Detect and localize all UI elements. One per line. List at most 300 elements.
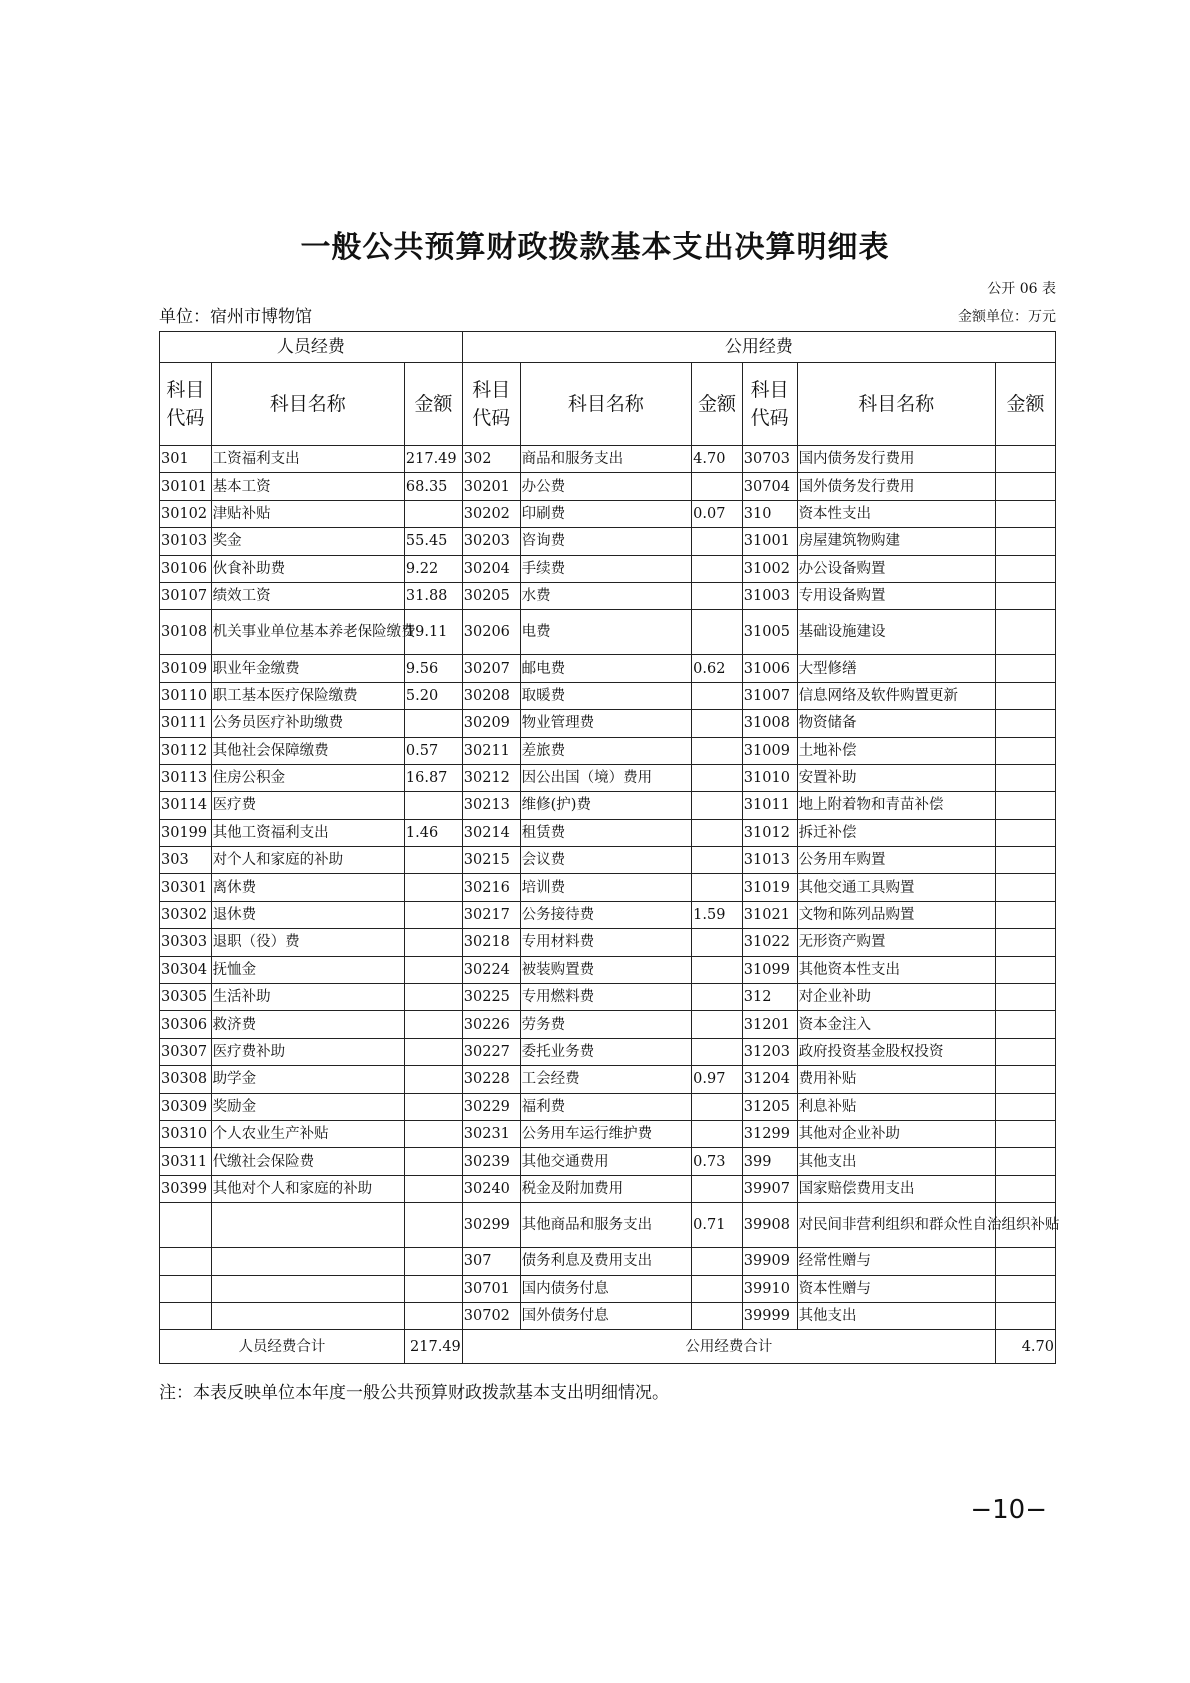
- page-number: −10−: [970, 1495, 1047, 1525]
- personnel-name-cell: 救济费: [211, 1011, 404, 1038]
- public-name-cell: 商品和服务支出: [520, 446, 692, 473]
- public2-name-cell: 国外债务发行费用: [797, 473, 995, 500]
- personnel-code-cell: 30109: [160, 655, 212, 682]
- personnel-code-cell: [160, 1275, 212, 1302]
- personnel-code-cell: [160, 1248, 212, 1275]
- personnel-name-cell: 基本工资: [211, 473, 404, 500]
- personnel-code-cell: 30103: [160, 528, 212, 555]
- personnel-name-cell: 医疗费: [211, 792, 404, 819]
- table-row: [160, 956, 1056, 983]
- amount-header: 金额: [995, 363, 1055, 446]
- public-amount-cell: [692, 737, 743, 764]
- public-amount-cell: [692, 792, 743, 819]
- public2-amount-cell: [995, 610, 1055, 655]
- public-amount-cell: [692, 1302, 743, 1329]
- public2-code-cell: 30703: [742, 446, 797, 473]
- personnel-code-cell: 303: [160, 847, 212, 874]
- table-row: [160, 764, 1056, 791]
- personnel-name-cell: 职业年金缴费: [211, 655, 404, 682]
- code-header: 科目代码: [160, 363, 212, 446]
- public-name-cell: 劳务费: [520, 1011, 692, 1038]
- personnel-code-cell: 30113: [160, 764, 212, 791]
- public-code-cell: 30215: [462, 847, 520, 874]
- unit-row: [159, 302, 1056, 326]
- personnel-amount-cell: [404, 500, 462, 527]
- personnel-amount-cell: [404, 1302, 462, 1329]
- personnel-amount-cell: 217.49: [404, 446, 462, 473]
- personnel-code-cell: 30310: [160, 1120, 212, 1147]
- public2-code-cell: 31013: [742, 847, 797, 874]
- personnel-name-cell: 生活补助: [211, 984, 404, 1011]
- public-code-cell: 30225: [462, 984, 520, 1011]
- table-row: [160, 500, 1056, 527]
- public-code-cell: 30201: [462, 473, 520, 500]
- personnel-code-cell: 30303: [160, 929, 212, 956]
- public-amount-cell: 0.73: [692, 1148, 743, 1175]
- public2-name-cell: 安置补助: [797, 764, 995, 791]
- public-amount-cell: [692, 528, 743, 555]
- public-name-cell: 因公出国（境）费用: [520, 764, 692, 791]
- table-row: [160, 874, 1056, 901]
- public-code-cell: 30229: [462, 1093, 520, 1120]
- public2-name-cell: 政府投资基金股权投资: [797, 1038, 995, 1065]
- public-name-cell: 福利费: [520, 1093, 692, 1120]
- public2-code-cell: 31299: [742, 1120, 797, 1147]
- public2-name-cell: 基础设施建设: [797, 610, 995, 655]
- public2-amount-cell: [995, 473, 1055, 500]
- public-code-cell: 30212: [462, 764, 520, 791]
- public2-amount-cell: [995, 1120, 1055, 1147]
- personnel-code-cell: 301: [160, 446, 212, 473]
- public-total-label: 公用经费合计: [462, 1330, 995, 1364]
- public2-code-cell: 31205: [742, 1093, 797, 1120]
- public-name-cell: 公务接待费: [520, 901, 692, 928]
- totals-row: [160, 1330, 1056, 1364]
- public-code-cell: 30239: [462, 1148, 520, 1175]
- personnel-name-cell: 奖励金: [211, 1093, 404, 1120]
- table-row: [160, 710, 1056, 737]
- personnel-code-cell: 30399: [160, 1175, 212, 1202]
- public2-name-cell: 经常性赠与: [797, 1248, 995, 1275]
- personnel-code-cell: 30307: [160, 1038, 212, 1065]
- table-row: [160, 473, 1056, 500]
- public-code-cell: 30227: [462, 1038, 520, 1065]
- public2-amount-cell: [995, 1011, 1055, 1038]
- public2-amount-cell: [995, 555, 1055, 582]
- personnel-name-cell: 其他社会保障缴费: [211, 737, 404, 764]
- public2-code-cell: 39909: [742, 1248, 797, 1275]
- personnel-name-cell: 离休费: [211, 874, 404, 901]
- public-name-cell: 专用材料费: [520, 929, 692, 956]
- footnote: 注：本表反映单位本年度一般公共预算财政拨款基本支出明细情况。: [159, 1383, 669, 1403]
- public-name-cell: 手续费: [520, 555, 692, 582]
- public2-amount-cell: [995, 500, 1055, 527]
- public2-code-cell: 31011: [742, 792, 797, 819]
- public-name-cell: 专用燃料费: [520, 984, 692, 1011]
- public-name-cell: 租赁费: [520, 819, 692, 846]
- public2-name-cell: 无形资产购置: [797, 929, 995, 956]
- public2-name-cell: 国家赔偿费用支出: [797, 1175, 995, 1202]
- personnel-name-cell: 其他工资福利支出: [211, 819, 404, 846]
- personnel-amount-cell: [404, 1093, 462, 1120]
- personnel-amount-cell: [404, 1038, 462, 1065]
- personnel-name-cell: 抚恤金: [211, 956, 404, 983]
- public2-amount-cell: [995, 655, 1055, 682]
- personnel-code-cell: 30110: [160, 682, 212, 709]
- public-amount-cell: [692, 610, 743, 655]
- public-name-cell: 水费: [520, 582, 692, 609]
- personnel-name-cell: 助学金: [211, 1066, 404, 1093]
- public-name-cell: 维修(护)费: [520, 792, 692, 819]
- public2-name-cell: 资本性赠与: [797, 1275, 995, 1302]
- personnel-code-cell: 30301: [160, 874, 212, 901]
- public2-code-cell: 31203: [742, 1038, 797, 1065]
- personnel-amount-cell: [404, 710, 462, 737]
- table-row: [160, 984, 1056, 1011]
- public-amount-cell: [692, 929, 743, 956]
- public2-amount-cell: [995, 764, 1055, 791]
- public2-name-cell: 对企业补助: [797, 984, 995, 1011]
- table-row: [160, 682, 1056, 709]
- public2-code-cell: 30704: [742, 473, 797, 500]
- public2-code-cell: 31019: [742, 874, 797, 901]
- public2-code-cell: 31006: [742, 655, 797, 682]
- public2-code-cell: 310: [742, 500, 797, 527]
- public-code-cell: 30208: [462, 682, 520, 709]
- public-code-cell: 30214: [462, 819, 520, 846]
- table-row: [160, 792, 1056, 819]
- name-header: 科目名称: [797, 363, 995, 446]
- public2-amount-cell: [995, 956, 1055, 983]
- personnel-total-label: 人员经费合计: [160, 1330, 405, 1364]
- personnel-total-value: 217.49: [404, 1330, 462, 1364]
- public2-name-cell: 国内债务发行费用: [797, 446, 995, 473]
- public-name-cell: 差旅费: [520, 737, 692, 764]
- expenditure-table: [159, 331, 1060, 1364]
- table-row: [160, 1038, 1056, 1065]
- public-code-cell: 30216: [462, 874, 520, 901]
- amount-header: 金额: [692, 363, 743, 446]
- public2-code-cell: 31099: [742, 956, 797, 983]
- public-name-cell: 国外债务付息: [520, 1302, 692, 1329]
- public2-amount-cell: [995, 1175, 1055, 1202]
- public-amount-cell: [692, 1275, 743, 1302]
- public-code-cell: 30206: [462, 610, 520, 655]
- code-header: 科目代码: [462, 363, 520, 446]
- public-amount-cell: [692, 582, 743, 609]
- public2-code-cell: 399: [742, 1148, 797, 1175]
- public2-name-cell: 费用补贴: [797, 1066, 995, 1093]
- public-amount-cell: 0.07: [692, 500, 743, 527]
- public-code-cell: 30204: [462, 555, 520, 582]
- public2-name-cell: 文物和陈列品购置: [797, 901, 995, 928]
- public-amount-cell: 1.59: [692, 901, 743, 928]
- public2-name-cell: 拆迁补偿: [797, 819, 995, 846]
- personnel-amount-cell: 31.88: [404, 582, 462, 609]
- public2-code-cell: 39908: [742, 1203, 797, 1248]
- public2-amount-cell: [995, 819, 1055, 846]
- personnel-name-cell: 代缴社会保险费: [211, 1148, 404, 1175]
- public-amount-cell: [692, 1248, 743, 1275]
- table-row: [160, 1093, 1056, 1120]
- public-amount-cell: [692, 1093, 743, 1120]
- public-code-cell: 30218: [462, 929, 520, 956]
- public-amount-cell: [692, 764, 743, 791]
- public-name-cell: 物业管理费: [520, 710, 692, 737]
- personnel-name-cell: 津贴补贴: [211, 500, 404, 527]
- public2-amount-cell: [995, 929, 1055, 956]
- personnel-amount-cell: [404, 984, 462, 1011]
- document-title: 一般公共预算财政拨款基本支出决算明细表: [300, 230, 890, 265]
- public-total-value: 4.70: [995, 1330, 1055, 1364]
- table-row: [160, 528, 1056, 555]
- public-amount-cell: [692, 1175, 743, 1202]
- personnel-code-cell: 30309: [160, 1093, 212, 1120]
- public2-amount-cell: [995, 1038, 1055, 1065]
- public2-code-cell: 39999: [742, 1302, 797, 1329]
- personnel-amount-cell: 68.35: [404, 473, 462, 500]
- public-name-cell: 取暖费: [520, 682, 692, 709]
- public-amount-cell: 0.71: [692, 1203, 743, 1248]
- personnel-amount-cell: [404, 1203, 462, 1248]
- public2-code-cell: 31021: [742, 901, 797, 928]
- public-code-cell: 30299: [462, 1203, 520, 1248]
- personnel-name-cell: 伙食补助费: [211, 555, 404, 582]
- public-name-cell: 被装购置费: [520, 956, 692, 983]
- public2-amount-cell: [995, 792, 1055, 819]
- table-row: [160, 1302, 1056, 1329]
- public2-code-cell: 31201: [742, 1011, 797, 1038]
- public2-amount-cell: [995, 682, 1055, 709]
- public-name-cell: 其他交通费用: [520, 1148, 692, 1175]
- personnel-amount-cell: [404, 874, 462, 901]
- personnel-amount-cell: 1.46: [404, 819, 462, 846]
- public2-code-cell: 31005: [742, 610, 797, 655]
- public-code-cell: 307: [462, 1248, 520, 1275]
- public-amount-cell: [692, 473, 743, 500]
- personnel-name-cell: 职工基本医疗保险缴费: [211, 682, 404, 709]
- personnel-code-cell: 30111: [160, 710, 212, 737]
- table-row: [160, 555, 1056, 582]
- public2-name-cell: 专用设备购置: [797, 582, 995, 609]
- personnel-code-cell: 30101: [160, 473, 212, 500]
- public2-name-cell: 其他对企业补助: [797, 1120, 995, 1147]
- public-name-cell: 税金及附加费用: [520, 1175, 692, 1202]
- public2-name-cell: 资本性支出: [797, 500, 995, 527]
- personnel-code-cell: 30304: [160, 956, 212, 983]
- table-row: [160, 847, 1056, 874]
- personnel-amount-cell: [404, 1275, 462, 1302]
- table-row: [160, 901, 1056, 928]
- public-amount-cell: [692, 984, 743, 1011]
- table-row: [160, 610, 1056, 655]
- public2-name-cell: 资本金注入: [797, 1011, 995, 1038]
- public2-code-cell: 31204: [742, 1066, 797, 1093]
- public2-code-cell: 39907: [742, 1175, 797, 1202]
- code-header: 科目代码: [742, 363, 797, 446]
- table-row: [160, 1066, 1056, 1093]
- public2-code-cell: 31012: [742, 819, 797, 846]
- personnel-name-cell: [211, 1302, 404, 1329]
- personnel-name-cell: 机关事业单位基本养老保险缴费: [211, 610, 404, 655]
- public2-name-cell: 公务用车购置: [797, 847, 995, 874]
- public-amount-cell: 0.97: [692, 1066, 743, 1093]
- personnel-code-cell: 30308: [160, 1066, 212, 1093]
- public2-name-cell: 土地补偿: [797, 737, 995, 764]
- personnel-name-cell: 对个人和家庭的补助: [211, 847, 404, 874]
- public2-name-cell: 其他支出: [797, 1302, 995, 1329]
- public2-code-cell: 31008: [742, 710, 797, 737]
- personnel-amount-cell: 19.11: [404, 610, 462, 655]
- public-header: 公用经费: [462, 332, 1055, 363]
- public-code-cell: 30207: [462, 655, 520, 682]
- public2-amount-cell: [995, 847, 1055, 874]
- personnel-amount-cell: [404, 792, 462, 819]
- name-header: 科目名称: [211, 363, 404, 446]
- personnel-name-cell: 退职（役）费: [211, 929, 404, 956]
- header-column-row: [160, 363, 1056, 446]
- public-amount-cell: [692, 1120, 743, 1147]
- public2-code-cell: 31022: [742, 929, 797, 956]
- public2-name-cell: 地上附着物和青苗补偿: [797, 792, 995, 819]
- personnel-amount-cell: [404, 1175, 462, 1202]
- personnel-name-cell: 医疗费补助: [211, 1038, 404, 1065]
- public2-amount-cell: [995, 446, 1055, 473]
- public-code-cell: 30240: [462, 1175, 520, 1202]
- personnel-code-cell: 30306: [160, 1011, 212, 1038]
- public2-code-cell: 31001: [742, 528, 797, 555]
- public-amount-cell: [692, 1011, 743, 1038]
- table-row: [160, 1275, 1056, 1302]
- personnel-amount-cell: 16.87: [404, 764, 462, 791]
- personnel-name-cell: 住房公积金: [211, 764, 404, 791]
- personnel-code-cell: 30107: [160, 582, 212, 609]
- personnel-amount-cell: [404, 1066, 462, 1093]
- personnel-name-cell: 其他对个人和家庭的补助: [211, 1175, 404, 1202]
- public2-name-cell: 其他支出: [797, 1148, 995, 1175]
- public-code-cell: 30228: [462, 1066, 520, 1093]
- public-name-cell: 邮电费: [520, 655, 692, 682]
- public2-name-cell: 利息补贴: [797, 1093, 995, 1120]
- public2-code-cell: 31009: [742, 737, 797, 764]
- public-name-cell: 债务利息及费用支出: [520, 1248, 692, 1275]
- public2-name-cell: 对民间非营利组织和群众性自治组织补贴: [797, 1203, 995, 1248]
- public-name-cell: 会议费: [520, 847, 692, 874]
- table-row: [160, 1175, 1056, 1202]
- public2-name-cell: 大型修缮: [797, 655, 995, 682]
- public2-amount-cell: [995, 901, 1055, 928]
- personnel-amount-cell: [404, 929, 462, 956]
- personnel-code-cell: 30311: [160, 1148, 212, 1175]
- personnel-amount-cell: 0.57: [404, 737, 462, 764]
- public2-name-cell: 办公设备购置: [797, 555, 995, 582]
- personnel-name-cell: [211, 1275, 404, 1302]
- personnel-code-cell: 30302: [160, 901, 212, 928]
- table-row: [160, 655, 1056, 682]
- public-amount-cell: [692, 682, 743, 709]
- table-row: [160, 1248, 1056, 1275]
- personnel-amount-cell: [404, 956, 462, 983]
- table-row: [160, 582, 1056, 609]
- public-amount-cell: [692, 956, 743, 983]
- table-row: [160, 1120, 1056, 1147]
- public-name-cell: 公务用车运行维护费: [520, 1120, 692, 1147]
- personnel-name-cell: 退休费: [211, 901, 404, 928]
- public2-amount-cell: [995, 710, 1055, 737]
- personnel-code-cell: 30108: [160, 610, 212, 655]
- public-code-cell: 30231: [462, 1120, 520, 1147]
- public-amount-cell: 4.70: [692, 446, 743, 473]
- public2-code-cell: 312: [742, 984, 797, 1011]
- public2-amount-cell: [995, 1148, 1055, 1175]
- public-name-cell: 其他商品和服务支出: [520, 1203, 692, 1248]
- personnel-code-cell: [160, 1203, 212, 1248]
- public2-amount-cell: [995, 582, 1055, 609]
- public-amount-cell: [692, 874, 743, 901]
- personnel-code-cell: 30106: [160, 555, 212, 582]
- personnel-name-cell: 工资福利支出: [211, 446, 404, 473]
- public-amount-cell: [692, 819, 743, 846]
- public2-amount-cell: [995, 528, 1055, 555]
- public2-code-cell: 39910: [742, 1275, 797, 1302]
- public-code-cell: 30211: [462, 737, 520, 764]
- personnel-code-cell: 30112: [160, 737, 212, 764]
- personnel-code-cell: 30305: [160, 984, 212, 1011]
- personnel-amount-cell: [404, 1248, 462, 1275]
- personnel-amount-cell: [404, 1011, 462, 1038]
- public2-code-cell: 31002: [742, 555, 797, 582]
- public2-amount-cell: [995, 1093, 1055, 1120]
- personnel-amount-cell: [404, 847, 462, 874]
- personnel-name-cell: [211, 1203, 404, 1248]
- public-code-cell: 30217: [462, 901, 520, 928]
- public-amount-cell: [692, 847, 743, 874]
- table-row: [160, 1148, 1056, 1175]
- public2-name-cell: 信息网络及软件购置更新: [797, 682, 995, 709]
- public-amount-cell: [692, 1038, 743, 1065]
- public2-amount-cell: [995, 984, 1055, 1011]
- public2-amount-cell: [995, 1302, 1055, 1329]
- unit-label: 单位：宿州市博物馆: [159, 307, 312, 327]
- public2-amount-cell: [995, 737, 1055, 764]
- personnel-code-cell: 30199: [160, 819, 212, 846]
- public-name-cell: 电费: [520, 610, 692, 655]
- table-row: [160, 1011, 1056, 1038]
- name-header: 科目名称: [520, 363, 692, 446]
- public-code-cell: 30203: [462, 528, 520, 555]
- public-code-cell: 30701: [462, 1275, 520, 1302]
- amount-header: 金额: [404, 363, 462, 446]
- public2-code-cell: 31010: [742, 764, 797, 791]
- public-code-cell: 30205: [462, 582, 520, 609]
- public-name-cell: 办公费: [520, 473, 692, 500]
- public2-name-cell: 其他交通工具购置: [797, 874, 995, 901]
- table-row: [160, 737, 1056, 764]
- public-amount-cell: [692, 710, 743, 737]
- public2-amount-cell: [995, 1275, 1055, 1302]
- public-name-cell: 委托业务费: [520, 1038, 692, 1065]
- personnel-amount-cell: [404, 1148, 462, 1175]
- table-row: [160, 446, 1056, 473]
- public-name-cell: 咨询费: [520, 528, 692, 555]
- personnel-code-cell: 30114: [160, 792, 212, 819]
- public-name-cell: 印刷费: [520, 500, 692, 527]
- public2-code-cell: 31007: [742, 682, 797, 709]
- public-name-cell: 国内债务付息: [520, 1275, 692, 1302]
- public-code-cell: 30702: [462, 1302, 520, 1329]
- personnel-name-cell: 奖金: [211, 528, 404, 555]
- personnel-amount-cell: 55.45: [404, 528, 462, 555]
